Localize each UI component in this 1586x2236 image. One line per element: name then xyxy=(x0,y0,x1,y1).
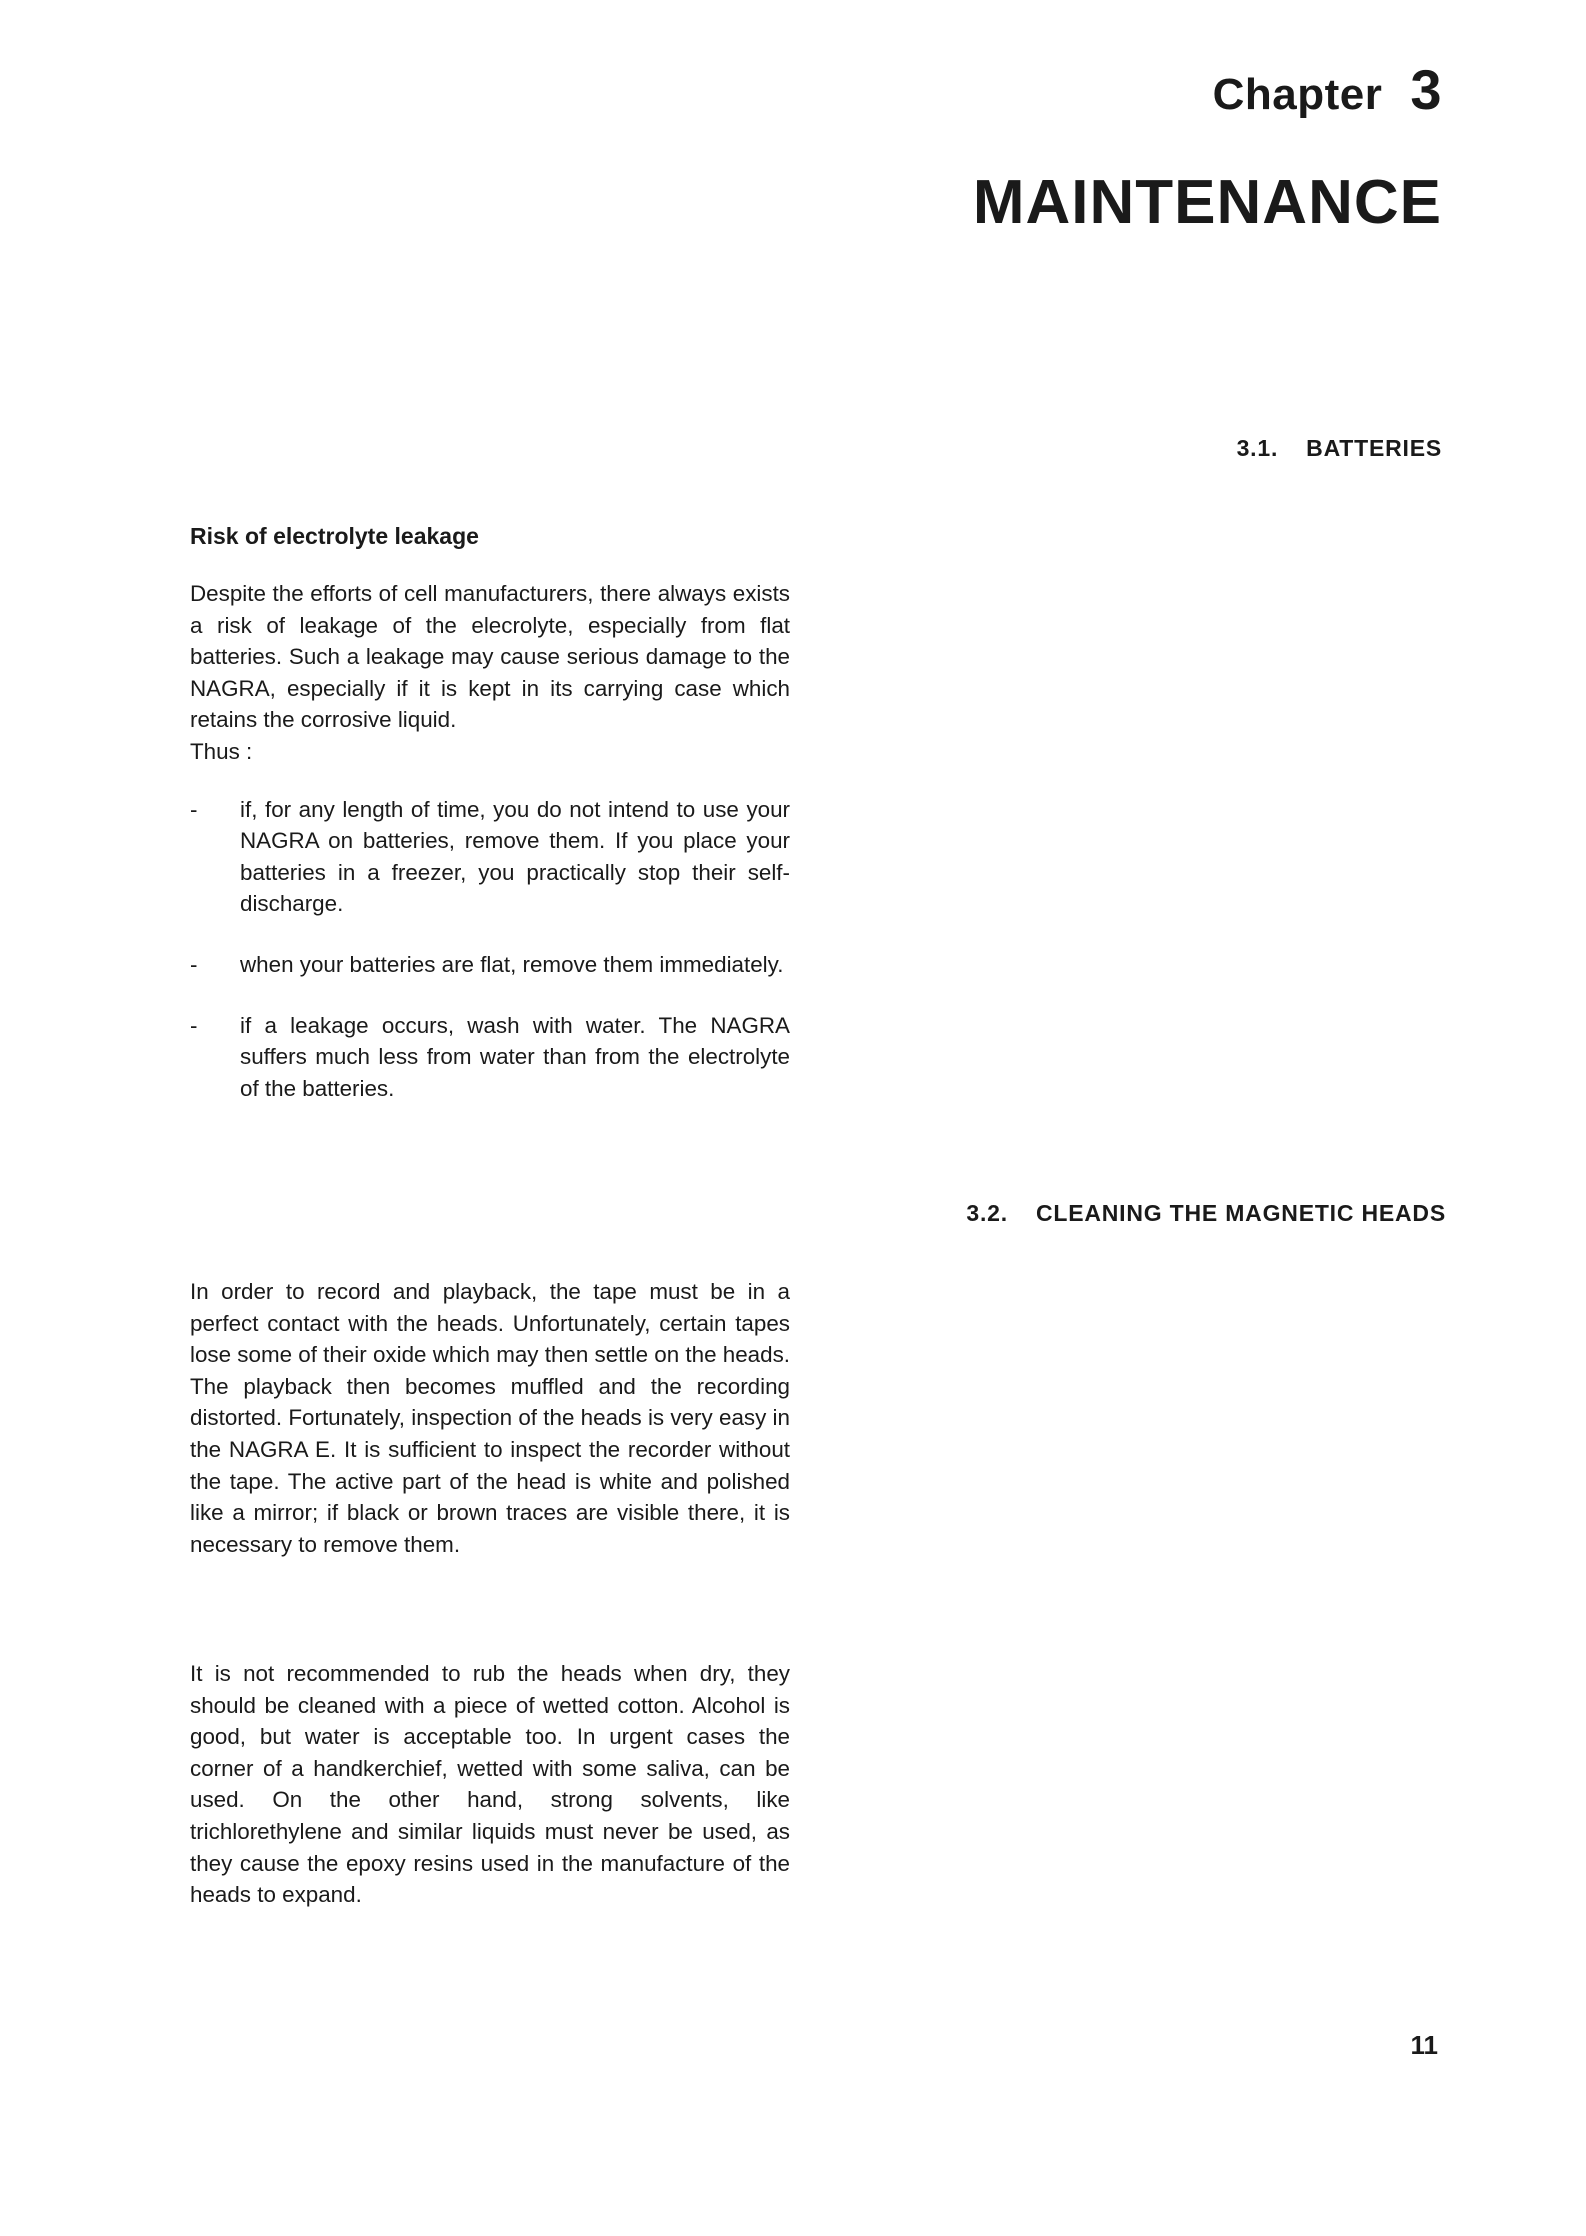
bullet-text: if a leakage occurs, wash with water. The NAGRA suffers much less from water than from the electrolyte of the batteries. xyxy=(240,1012,790,1101)
section-title: CLEANING THE MAGNETIC HEADS xyxy=(1035,1200,1446,1226)
section-heading-cleaning-heads xyxy=(966,1202,1446,1225)
section-number: 3.1. xyxy=(1236,435,1279,461)
bullet-dash: - xyxy=(190,951,198,977)
chapter-number: 3 xyxy=(1410,58,1442,121)
section-title: BATTERIES xyxy=(1306,435,1442,461)
bullet-text: if, for any length of time, you do not intend to use your NAGRA on batteries, remove them. If you place your batteries in a freezer, you practically stop their self-discharge. xyxy=(240,796,790,917)
cleaning-paragraph-text: In order to record and playback, the tape must be in a perfect contact with the heads. Unfortunately, certain tapes lose some of their oxide which may then settle on the heads. The playback then becomes muffled and the recording distorted. Fortunately, inspection of the heads is very easy in the NAGRA E. It is sufficient to inspect the recorder without the tape. The active part of the head is white and polished like a mirror; if black or brown traces are visible there, it is necessary to remove them. xyxy=(190,1279,790,1557)
subheading-electrolyte-leakage: Risk of electrolyte leakage xyxy=(190,523,479,549)
bullet-dash: - xyxy=(190,796,198,822)
list-item xyxy=(190,1010,790,1105)
list-item xyxy=(190,794,790,920)
chapter-label xyxy=(1212,58,1442,121)
thus-line: Thus : xyxy=(190,738,253,764)
bullet-text: when your batteries are flat, remove them immediately. xyxy=(240,951,784,977)
batteries-body xyxy=(190,578,790,1133)
page-number: 11 xyxy=(1410,2030,1438,2060)
batteries-intro-paragraph: Despite the efforts of cell manufacturers, there always exists a risk of leakage of the elecrolyte, especially from flat batteries. Such a leakage may cause serious damage to the NAGRA, especially if it is kept in its carrying case which retains the corrosive liquid. xyxy=(190,581,790,733)
bullet-dash: - xyxy=(190,1012,198,1038)
section-number: 3.2. xyxy=(966,1200,1008,1226)
cleaning-paragraph-text: It is not recommended to rub the heads when dry, they should be cleaned with a piece of wetted cotton. Alcohol is good, but water is acceptable too. In urgent cases the corner of a handkerchief, wetted with some saliva, can be used. On the other hand, strong solvents, like trichlorethylene and similar liquids must never be used, as they cause the epoxy resins used in the manufacture of the heads to expand. xyxy=(190,1661,790,1908)
batteries-bullet-list xyxy=(190,794,790,1105)
section-heading-batteries xyxy=(1237,437,1442,460)
cleaning-paragraph-1 xyxy=(190,1276,790,1560)
list-item xyxy=(190,949,790,981)
cleaning-paragraph-2 xyxy=(190,1658,790,1911)
chapter-title: MAINTENANCE xyxy=(972,168,1442,237)
chapter-word: Chapter xyxy=(1212,70,1383,119)
